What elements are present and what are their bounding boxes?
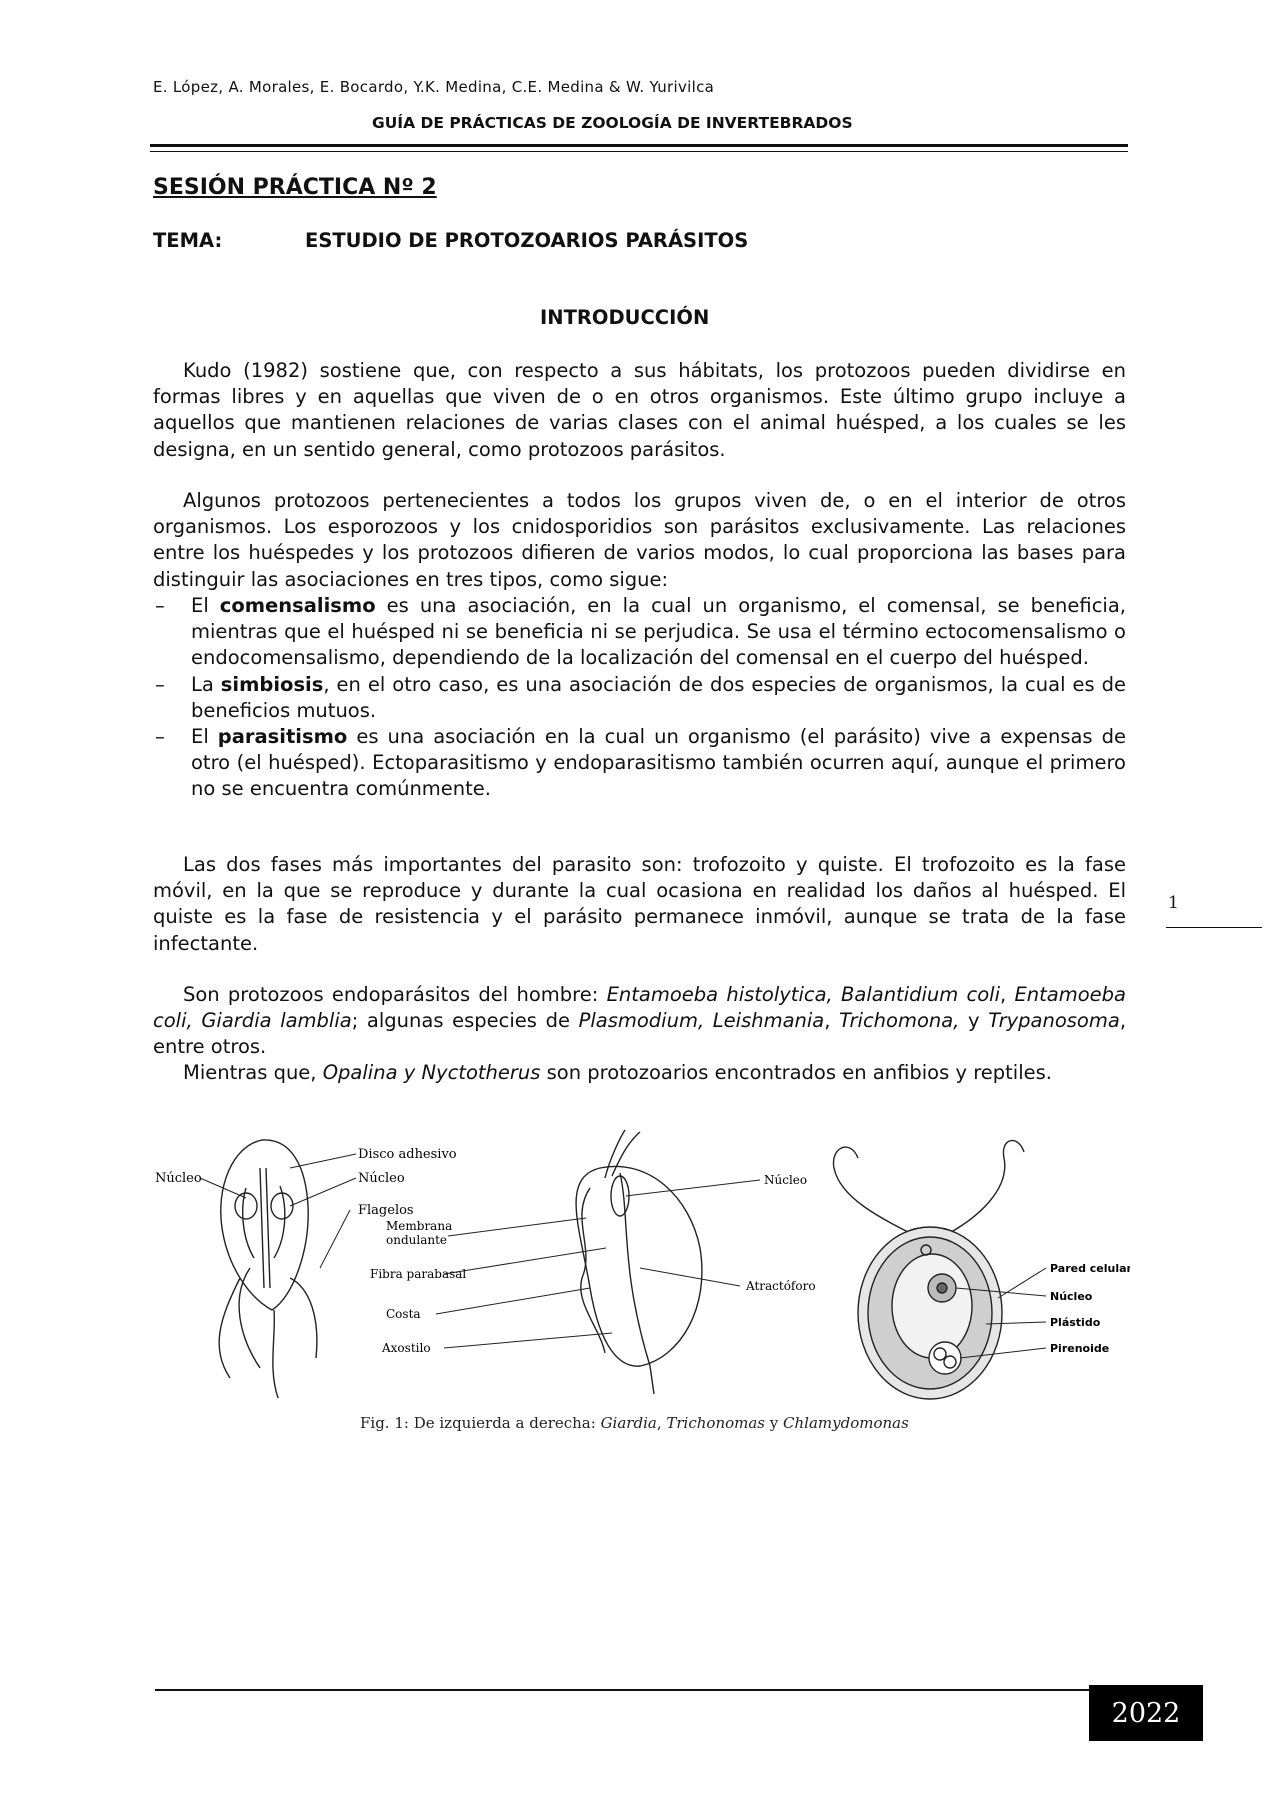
text-run: , entre otros. xyxy=(153,1009,1127,1059)
session-title: SESIÓN PRÁCTICA Nº 2 xyxy=(153,175,437,200)
trichomonas-drawing xyxy=(576,1130,702,1394)
tema-label: TEMA: xyxy=(153,229,223,252)
caption-genus: Chlamydomonas xyxy=(783,1414,909,1432)
term-parasitismo: parasitismo xyxy=(217,725,348,749)
label-tricho-nucleo: Núcleo xyxy=(764,1173,808,1187)
tema-line xyxy=(153,229,749,252)
paragraph-1: Kudo (1982) sostiene que, con respecto a sus hábitats, los protozoos pueden dividirse en formas libres y en aquellas que viven de o en otros organismos. Este último grupo incluye a aquellos que mantienen relaciones de varias clases con el animal huésped, a los cuales se les designa, en un sentido general, como protozoos parásitos. xyxy=(153,359,1126,461)
text-run: Son protozoos endoparásitos del hombre: xyxy=(183,983,607,1006)
header-rule-thin xyxy=(150,151,1128,152)
figure-caption xyxy=(360,1414,909,1432)
label-axostilo: Axostilo xyxy=(382,1341,431,1355)
species-names: Plasmodium, Leishmania xyxy=(578,1009,825,1033)
label-disco-adhesivo: Disco adhesivo xyxy=(358,1147,457,1162)
label-pared-celular: Pared celular xyxy=(1050,1262,1130,1275)
species-names: Entamoeba histolytica, Balantidium coli xyxy=(606,983,1001,1006)
caption-text: Fig. 1: De izquierda a derecha: xyxy=(360,1414,601,1432)
label-chlamy-nucleo: Núcleo xyxy=(1050,1290,1093,1303)
text-run: ; algunas especies de xyxy=(351,1009,579,1033)
list-text-pre: El xyxy=(191,725,218,749)
list-item xyxy=(153,672,1126,724)
paragraph-3: Las dos fases más importantes del parasito son: trofozoito y quiste. El trofozoito es la fase móvil, en la que se reproduce y durante la cual ocasiona en realidad los daños al huésped. El quiste es la fase de resistencia y el parásito permanece inmóvil, aunque se trata de la fase infectante. xyxy=(153,853,1126,955)
list-text-pre: El xyxy=(191,594,220,617)
label-giardia-nucleo-right: Núcleo xyxy=(358,1171,405,1186)
label-costa: Costa xyxy=(386,1307,421,1321)
text-run: son protozoarios encontrados en anfibios y reptiles. xyxy=(540,1061,1052,1084)
text-run: , xyxy=(824,1009,840,1033)
paragraph-5 xyxy=(153,1060,1126,1086)
intro-heading: INTRODUCCIÓN xyxy=(540,306,710,329)
text-run: Mientras que, xyxy=(183,1061,323,1084)
caption-text: y xyxy=(765,1414,784,1432)
label-giardia-nucleo-left: Núcleo xyxy=(155,1171,202,1186)
label-membrana-2: ondulante xyxy=(386,1233,448,1247)
list-text-pre: La xyxy=(191,672,221,696)
association-list xyxy=(153,593,1126,803)
figure-protozoa xyxy=(150,1128,1130,1413)
footer-rule xyxy=(155,1689,1089,1691)
species-names: Trypanosoma xyxy=(988,1009,1120,1033)
list-dash: – xyxy=(155,594,165,617)
caption-genus: Giardia xyxy=(600,1414,657,1432)
giardia-drawing xyxy=(219,1140,317,1398)
term-comensalismo: comensalismo xyxy=(219,594,376,617)
label-atractoforo: Atractóforo xyxy=(746,1279,816,1293)
paragraph-4 xyxy=(153,982,1126,1061)
chlamydomonas-drawing xyxy=(833,1141,1024,1399)
species-names: Opalina y Nyctotherus xyxy=(322,1061,541,1084)
label-fibra-parabasal: Fibra parabasal xyxy=(370,1267,467,1281)
species-names: Entamoeba coli, Giardia lamblia xyxy=(153,983,1126,1033)
list-text-post: , en el otro caso, es una asociación de dos especies de organismos, la cual es de beneficios mutuos. xyxy=(191,672,1126,722)
text-run: y xyxy=(959,1009,989,1033)
list-dash: – xyxy=(155,672,165,696)
list-text-post: es una asociación, en la cual un organismo, el comensal, se beneficia, mientras que el huésped ni se beneficia ni se perjudica. Se usa el término ectocomensalismo o endocomensalismo, dependiendo de la localización del comensal en el cuerpo del huésped. xyxy=(191,594,1126,670)
text-run: , xyxy=(1000,983,1015,1006)
list-item xyxy=(153,593,1126,672)
caption-text: , xyxy=(656,1414,667,1432)
footer-year: 2022 xyxy=(1089,1685,1203,1741)
page-number: 1 xyxy=(1168,893,1179,913)
label-pirenoide: Pirenoide xyxy=(1050,1342,1110,1355)
term-simbiosis: simbiosis xyxy=(220,672,324,696)
label-membrana-1: Membrana xyxy=(386,1219,453,1233)
tema-value: ESTUDIO DE PROTOZOARIOS PARÁSITOS xyxy=(305,229,749,252)
header-rule-thick xyxy=(150,144,1128,147)
label-flagelos: Flagelos xyxy=(358,1203,414,1218)
list-dash: – xyxy=(155,725,165,749)
figure-illustrations xyxy=(150,1128,1130,1413)
list-item xyxy=(153,724,1126,803)
label-plastido: Plástido xyxy=(1050,1316,1101,1329)
species-names: Trichomona, xyxy=(839,1009,960,1033)
paragraph-2: Algunos protozoos pertenecientes a todos los grupos viven de, o en el interior de otros organismos. Los esporozoos y los cnidosporidios son parásitos exclusivamente. Las relaciones entre los huéspedes y los protozoos difieren de varios modos, lo cual proporciona las bases para distinguir las asociaciones en tres tipos, como sigue: xyxy=(153,489,1126,591)
page-number-rule xyxy=(1166,927,1262,928)
list-text-post: es una asociación en la cual un organismo (el parásito) vive a expensas de otro (el huésped). Ectoparasitismo y endoparasitismo también ocurren aquí, aunque el primero no se encuentra comúnmente. xyxy=(191,725,1126,801)
header-authors: E. López, A. Morales, E. Bocardo, Y.K. Medina, C.E. Medina & W. Yurivilca xyxy=(153,78,715,96)
caption-genus: Trichonomas xyxy=(666,1414,765,1432)
header-guide-title: GUÍA DE PRÁCTICAS DE ZOOLOGÍA DE INVERTEBRADOS xyxy=(372,114,853,132)
